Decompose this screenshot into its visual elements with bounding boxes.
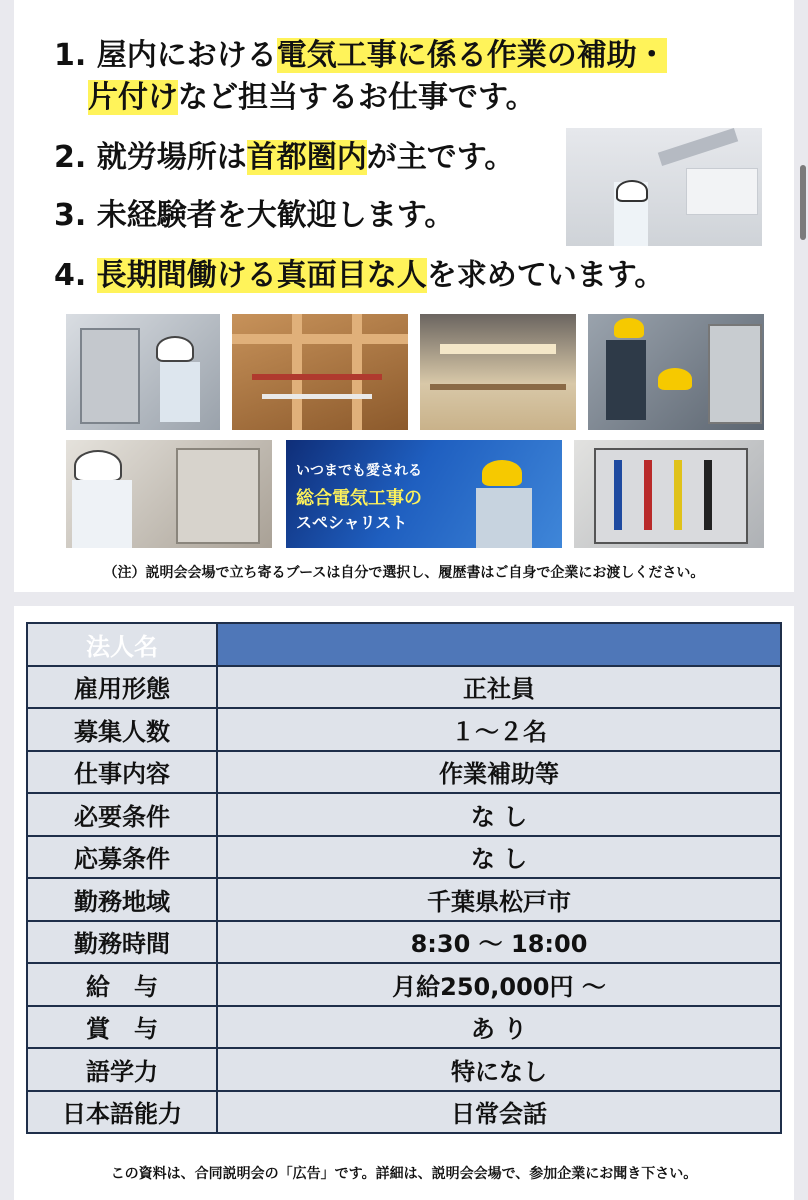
- breaker-panel-photo: [574, 440, 764, 548]
- row-value: 8:30 ～ 18:00: [217, 921, 781, 964]
- table-row: [27, 666, 781, 709]
- point-text: が主です。: [366, 140, 515, 175]
- row-value: 千葉県松戸市: [217, 878, 781, 921]
- row-label: 勤務時間: [27, 921, 217, 964]
- technicians-photo: [588, 314, 764, 430]
- table-header-row: [27, 623, 781, 666]
- row-value: １～２名: [217, 708, 781, 751]
- wiring-frame-photo: [232, 314, 408, 430]
- row-value: な し: [217, 793, 781, 836]
- meter-check-photo: [66, 440, 272, 548]
- point-text: 未経験者を大歓迎します。: [96, 198, 455, 233]
- point-1-line-2: [88, 80, 536, 116]
- row-label: 雇用形態: [27, 666, 217, 709]
- company-name-label: 法人名: [27, 623, 217, 666]
- point-2: [54, 140, 514, 176]
- table-row: [27, 1048, 781, 1091]
- table-row: [27, 708, 781, 751]
- row-value: あ り: [217, 1006, 781, 1049]
- row-label: 語学力: [27, 1048, 217, 1091]
- banner-line-1: いつまでも愛される: [296, 463, 422, 479]
- point-highlight: 首都圏内: [246, 140, 367, 175]
- point-highlight: 片付け: [88, 80, 178, 115]
- table-row: [27, 836, 781, 879]
- row-value: 正社員: [217, 666, 781, 709]
- table-row: [27, 751, 781, 794]
- point-number: 2.: [54, 140, 87, 175]
- company-name-value: [217, 623, 781, 666]
- table-row: [27, 921, 781, 964]
- job-details-card: [14, 606, 794, 1200]
- row-value: 特になし: [217, 1048, 781, 1091]
- row-label: 仕事内容: [27, 751, 217, 794]
- table-row: [27, 1091, 781, 1134]
- point-highlight: 長期間働ける真面目な人: [96, 258, 427, 293]
- row-label: 募集人数: [27, 708, 217, 751]
- row-label: 必要条件: [27, 793, 217, 836]
- company-banner: [286, 440, 562, 548]
- panel-work-photo: [66, 314, 220, 430]
- point-number: 3.: [54, 198, 87, 233]
- point-highlight: 電気工事に係る作業の補助・: [276, 38, 667, 73]
- point-3: [54, 198, 454, 234]
- notice-text: （注）説明会会場で立ち寄るブースは自分で選択し、履歴書はご自身で企業にお渡しください。: [103, 565, 705, 581]
- point-number: 4.: [54, 258, 87, 293]
- point-1: [54, 38, 667, 74]
- ceiling-work-photo: [566, 128, 762, 246]
- job-points-card: [14, 0, 794, 592]
- point-text: 就労場所は: [96, 140, 247, 175]
- row-label: 給 与: [27, 963, 217, 1006]
- table-row: [27, 793, 781, 836]
- row-value: 作業補助等: [217, 751, 781, 794]
- banner-line-2: 総合電気工事の: [296, 488, 422, 509]
- row-value: な し: [217, 836, 781, 879]
- point-4: [54, 258, 664, 294]
- footer-disclaimer: この資料は、合同説明会の「広告」です。詳細は、説明会会場で、参加企業にお聞き下さい。: [110, 1166, 698, 1182]
- cafe-interior-photo: [420, 314, 576, 430]
- row-label: 賞 与: [27, 1006, 217, 1049]
- table-row: [27, 878, 781, 921]
- banner-line-3: スペシャリスト: [296, 513, 408, 532]
- point-text: を求めています。: [426, 258, 665, 293]
- row-label: 応募条件: [27, 836, 217, 879]
- row-label: 勤務地域: [27, 878, 217, 921]
- row-value: 日常会話: [217, 1091, 781, 1134]
- row-label: 日本語能力: [27, 1091, 217, 1134]
- table-row: [27, 963, 781, 1006]
- point-text: 屋内における: [96, 38, 277, 73]
- job-details-table: [26, 622, 782, 1134]
- table-row: [27, 1006, 781, 1049]
- scrollbar[interactable]: [800, 165, 806, 240]
- row-value: 月給250,000円 ～: [217, 963, 781, 1006]
- point-text: など担当するお仕事です。: [178, 80, 536, 115]
- point-number: 1.: [54, 38, 87, 73]
